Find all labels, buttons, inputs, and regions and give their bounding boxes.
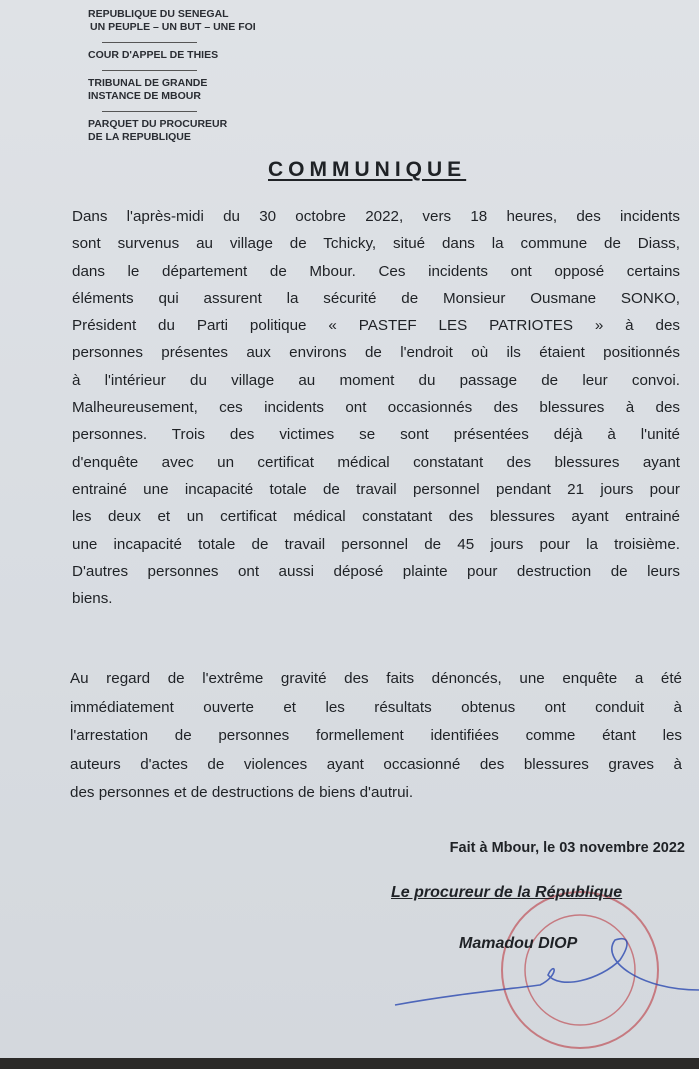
signatory-name: Mamadou DIOP — [459, 935, 578, 952]
text-line: des personnes et de destructions de biens d'autrui. — [70, 784, 414, 801]
text-line: éléments qui assurent la sécurité de Monsieur Ousmane SONKO, — [72, 289, 680, 307]
text-line: auteurs d'actes de violences ayant occasionné des blessures graves à — [70, 755, 682, 773]
parquet-line-1: PARQUET DU PROCUREUR — [88, 118, 228, 130]
national-motto: UN PEUPLE – UN BUT – UNE FOI — [90, 21, 256, 33]
text-line: l'arrestation de personnes formellement identifiées comme étant les — [70, 727, 682, 744]
republic-name: REPUBLIQUE DU SENEGAL — [88, 8, 229, 20]
text-line: sont survenus au village de Tchicky, situé dans la commune de Diass, — [72, 235, 680, 253]
signatory-role: Le procureur de la République — [391, 884, 623, 901]
text-line: biens. — [72, 590, 113, 608]
text-line: les deux et un certificat médical constatant des blessures ayant entrainé — [72, 508, 680, 526]
official-stamp — [502, 892, 658, 1048]
court-name: COUR D'APPEL DE THIES — [88, 49, 219, 61]
text-line: à l'intérieur du village au moment du passage de leur convoi. — [72, 371, 680, 389]
text-line: Dans l'après-midi du 30 octobre 2022, vers 18 heures, des incidents — [72, 208, 680, 225]
date-line: Fait à Mbour, le 03 novembre 2022 — [449, 840, 685, 856]
parquet-line-2: DE LA REPUBLIQUE — [88, 131, 191, 143]
text-line: Au regard de l'extrême gravité des faits dénoncés, une enquête a été — [70, 670, 682, 687]
document-title: COMMUNIQUE — [268, 158, 467, 181]
text-line: personnes. Trois des victimes se sont présentées déjà à l'unité — [72, 426, 680, 444]
tribunal-line-2: INSTANCE DE MBOUR — [88, 90, 201, 102]
text-line: entrainé une incapacité totale de travail personnel pendant 21 jours pour — [72, 480, 680, 498]
text-line: une incapacité totale de travail personnel de 45 jours pour la troisième. — [72, 535, 680, 553]
text-line: immédiatement ouverte et les résultats obtenus ont conduit à — [70, 698, 682, 716]
tribunal-line-1: TRIBUNAL DE GRANDE — [88, 77, 208, 89]
text-line: d'enquête avec un certificat médical constatant des blessures ayant — [72, 453, 680, 471]
text-line: Président du Parti politique « PASTEF LES PATRIOTES » à des — [72, 317, 680, 335]
text-line: Malheureusement, ces incidents ont occasionnés des blessures à des — [72, 399, 680, 417]
text-line: D'autres personnes ont aussi déposé plainte pour destruction de leurs — [72, 562, 680, 580]
text-line: personnes présentes aux environs de l'endroit où ils étaient positionnés — [72, 344, 680, 362]
text-line: dans le département de Mbour. Ces incidents ont opposé certains — [72, 262, 680, 280]
